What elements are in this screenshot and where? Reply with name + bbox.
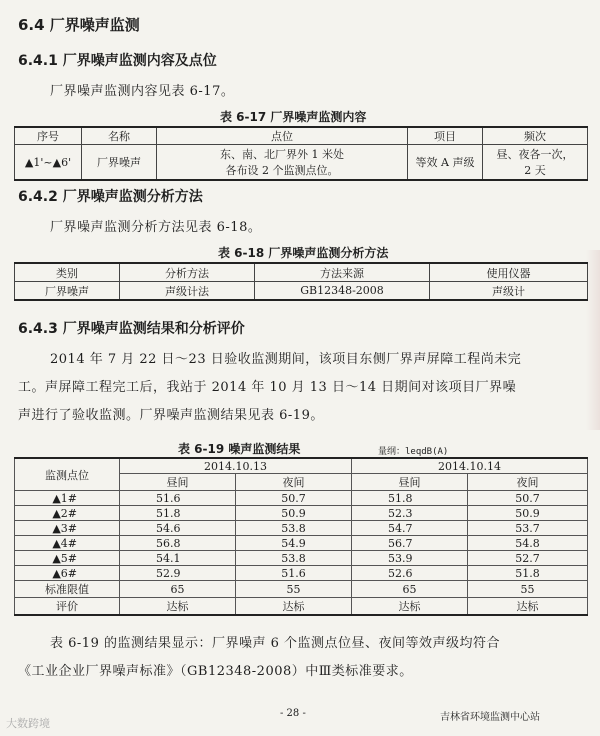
paragraph-641: 厂界噪声监测内容见表 6-17。 [50, 84, 235, 99]
table-6-18 [14, 262, 588, 301]
cell: 65 [120, 581, 236, 598]
header-cell: 名称 [82, 127, 157, 145]
header-cell: 频次 [483, 127, 588, 145]
cell: 56.7 [352, 536, 468, 551]
cell-point: 标准限值 [15, 581, 120, 598]
cell-item: 等效 A 声级 [408, 145, 483, 181]
table-row [15, 491, 588, 506]
cell: 达标 [352, 598, 468, 616]
table-row [15, 521, 588, 536]
limit-row [15, 581, 588, 598]
header-point: 监测点位 [15, 458, 120, 491]
table-row [15, 282, 588, 301]
cell-freq [483, 145, 588, 181]
table-row [15, 551, 588, 566]
header-night: 夜间 [468, 474, 588, 491]
paragraph-642: 厂界噪声监测分析方法见表 6-18。 [50, 220, 262, 235]
cell: 51.8 [468, 566, 588, 581]
cell-point: 评价 [15, 598, 120, 616]
subsection-title-641: 6.4.1 厂界噪声监测内容及点位 [18, 53, 217, 69]
header-date-1: 2014.10.13 [120, 458, 352, 474]
table-6-19 [14, 457, 588, 616]
cell-point: ▲1# [15, 491, 120, 506]
header-cell: 使用仪器 [430, 263, 588, 282]
cell: 56.8 [120, 536, 236, 551]
cell: 54.6 [120, 521, 236, 536]
conclusion-line-2: 《工业企业厂界噪声标准》（GB12348-2008）中Ⅲ类标准要求。 [18, 664, 413, 679]
cell: 52.6 [352, 566, 468, 581]
cell: 声级计法 [120, 282, 255, 301]
cell: 52.7 [468, 551, 588, 566]
cell-point: ▲6# [15, 566, 120, 581]
cell: 52.9 [120, 566, 236, 581]
cell: 50.9 [468, 506, 588, 521]
cell: 54.1 [120, 551, 236, 566]
page-number: - 28 - [280, 708, 306, 719]
cell: 51.8 [120, 506, 236, 521]
cell: 54.9 [236, 536, 352, 551]
table-row [15, 536, 588, 551]
cell: 53.8 [236, 551, 352, 566]
table-caption-6-19: 表 6-19 噪声监测结果 [178, 442, 301, 456]
freq-line-1: 昼、夜各一次， [496, 148, 574, 161]
cell: 50.9 [236, 506, 352, 521]
cell: 达标 [236, 598, 352, 616]
evaluation-row [15, 598, 588, 616]
header-cell: 项目 [408, 127, 483, 145]
table-header-row [15, 263, 588, 282]
cell: 52.3 [352, 506, 468, 521]
cell: 51.6 [120, 491, 236, 506]
cell: 54.8 [468, 536, 588, 551]
cell-point: ▲2# [15, 506, 120, 521]
header-night: 夜间 [236, 474, 352, 491]
cell-name: 厂界噪声 [82, 145, 157, 181]
cell-point: ▲4# [15, 536, 120, 551]
cell: 51.8 [352, 491, 468, 506]
table-caption-6-18: 表 6-18 厂界噪声监测分析方法 [218, 246, 389, 260]
station-name: 吉林省环境监测中心站 [440, 712, 540, 723]
cell: 55 [236, 581, 352, 598]
subsection-title-642: 6.4.2 厂界噪声监测分析方法 [18, 189, 203, 205]
section-heading: 6.4 厂界噪声监测 [18, 16, 140, 34]
paragraph-643-line-3: 声进行了验收监测。厂界噪声监测结果见表 6-19。 [18, 408, 324, 423]
table-row [15, 145, 588, 181]
table-header-row [15, 458, 588, 474]
point-line-2: 各布设 2 个监测点位。 [225, 164, 339, 177]
header-cell: 类别 [15, 263, 120, 282]
table-row [15, 506, 588, 521]
cell: 50.7 [236, 491, 352, 506]
header-cell: 点位 [157, 127, 408, 145]
unit-label: 量纲：leqdB(A) [378, 447, 449, 457]
cell: 达标 [468, 598, 588, 616]
freq-line-2: 2 天 [524, 164, 546, 177]
cell: 达标 [120, 598, 236, 616]
table-6-17 [14, 126, 588, 181]
cell-point: ▲5# [15, 551, 120, 566]
cell: 51.6 [236, 566, 352, 581]
header-cell: 分析方法 [120, 263, 255, 282]
table-caption-6-17: 表 6-17 厂界噪声监测内容 [220, 110, 367, 124]
header-cell: 方法来源 [255, 263, 430, 282]
table-header-row [15, 127, 588, 145]
point-line-1: 东、南、北厂界外 1 米处 [220, 148, 344, 161]
header-day: 昼间 [120, 474, 236, 491]
subsection-title-643: 6.4.3 厂界噪声监测结果和分析评价 [18, 321, 245, 337]
cell: 53.9 [352, 551, 468, 566]
watermark: 大数跨境 [6, 717, 50, 730]
cell: GB12348-2008 [255, 282, 430, 301]
cell-no: ▲1'~▲6' [15, 145, 82, 181]
page-edge-shadow [586, 250, 600, 430]
cell: 厂界噪声 [15, 282, 120, 301]
cell-point: ▲3# [15, 521, 120, 536]
cell: 53.8 [236, 521, 352, 536]
cell: 声级计 [430, 282, 588, 301]
cell-point [157, 145, 408, 181]
cell: 54.7 [352, 521, 468, 536]
header-cell: 序号 [15, 127, 82, 145]
cell: 53.7 [468, 521, 588, 536]
table-row [15, 566, 588, 581]
paragraph-643-line-2: 工。声屏障工程完工后，我站于 2014 年 10 月 13 日～14 日期间对该项目厂界噪 [18, 380, 517, 395]
header-date-2: 2014.10.14 [352, 458, 588, 474]
paragraph-643-line-1: 2014 年 7 月 22 日～23 日验收监测期间，该项目东侧厂界声屏障工程尚未完 [50, 352, 522, 367]
cell: 50.7 [468, 491, 588, 506]
cell: 65 [352, 581, 468, 598]
cell: 55 [468, 581, 588, 598]
header-day: 昼间 [352, 474, 468, 491]
conclusion-line-1: 表 6-19 的监测结果显示：厂界噪声 6 个监测点位昼、夜间等效声级均符合 [50, 636, 501, 651]
